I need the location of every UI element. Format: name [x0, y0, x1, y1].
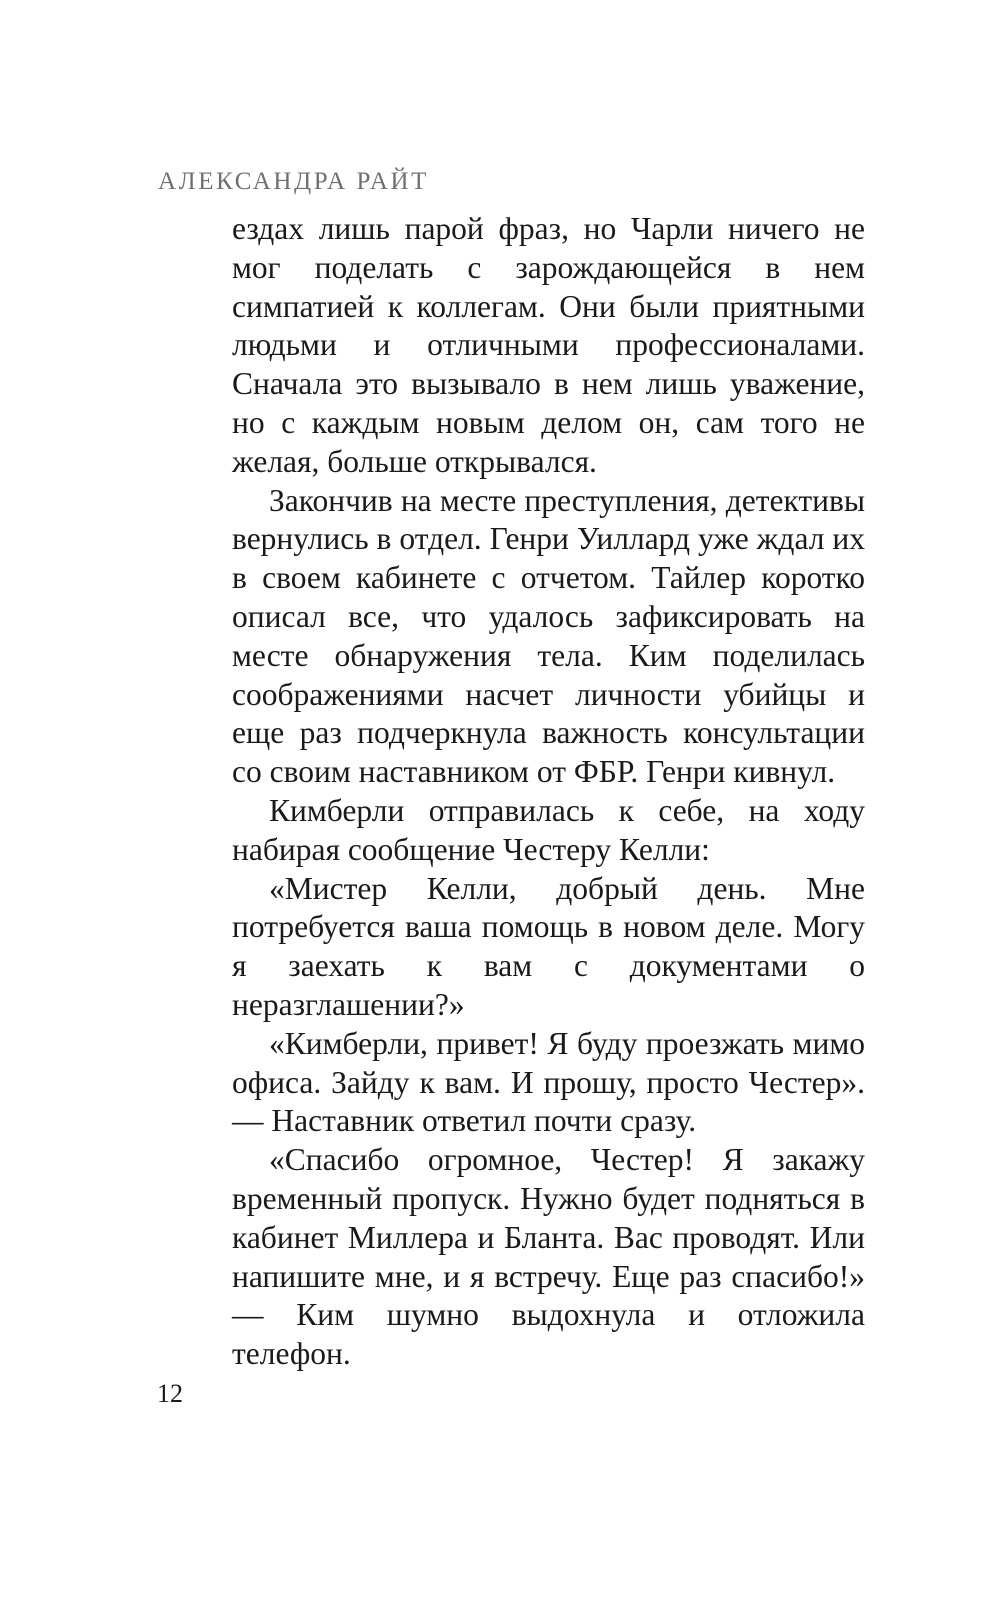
- paragraph: «Спасибо огромное, Честер! Я закажу временный пропуск. Нужно будет подняться в кабинет Миллера и Бланта. Вас проводят. Или напишите мне, и я встречу. Еще раз спасибо!» — Ким шумно выдохнула и отложила телефон.: [232, 1142, 865, 1372]
- paragraph: Кимберли отправилась к себе, на ходу набирая сообщение Честеру Келли:: [232, 792, 865, 867]
- running-head-author: АЛЕКСАНДРА РАЙТ: [158, 168, 430, 195]
- page-number: 12: [157, 1379, 183, 1408]
- paragraph: ездах лишь парой фраз, но Чарли ничего не мог поделать с зарождающейся в нем симпатией к коллегам. Они были приятными людьми и отличными профессионалами. Сначала это вызывало в нем лишь уважение, но с каждым новым делом он, сам того не желая, больше открывался.: [232, 211, 865, 479]
- body-text: [232, 210, 865, 1374]
- paragraph: «Кимберли, привет! Я буду проезжать мимо офиса. Зайду к вам. И прошу, просто Честер». — Наставник ответил почти сразу.: [232, 1025, 865, 1139]
- paragraph: Закончив на месте преступления, детективы вернулись в отдел. Генри Уиллард уже ждал их в своем кабинете с отчетом. Тайлер коротко описал все, что удалось зафиксировать на месте обнаружения тела. Ким поделилась соображениями насчет личности убийцы и еще раз подчеркнула важность консультации со своим наставником от ФБР. Генри кивнул.: [232, 482, 865, 790]
- paragraph: «Мистер Келли, добрый день. Мне потребуется ваша помощь в новом деле. Могу я заехать к вам с документами о неразглашении?»: [232, 870, 865, 1022]
